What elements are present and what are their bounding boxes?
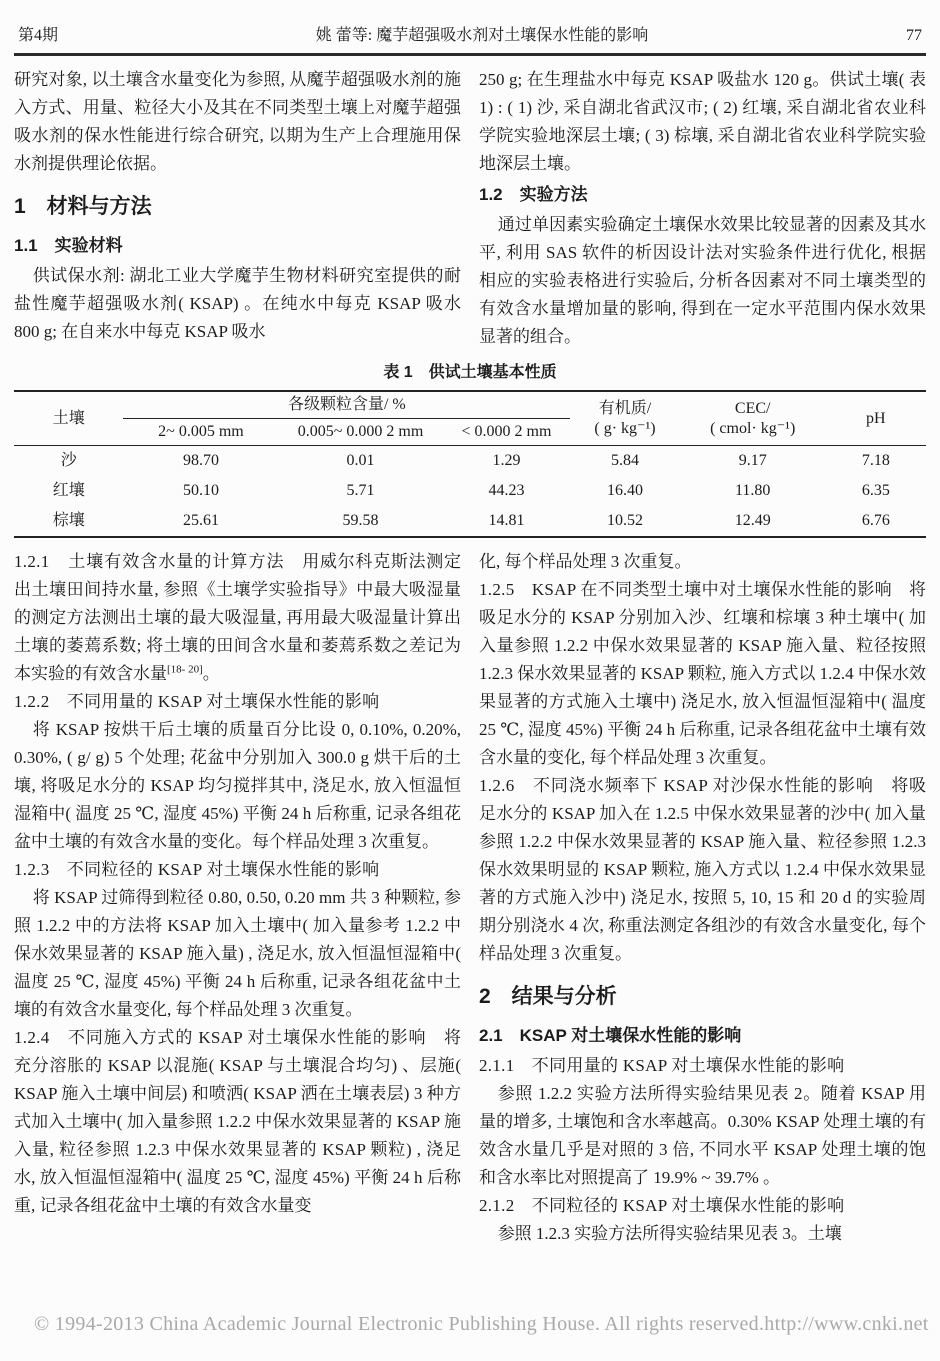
section-2-1-1-heading: 2.1.1 不同用量的 KSAP 对土壤保水性能的影响 — [479, 1056, 845, 1075]
cell-value: 6.76 — [861, 512, 890, 529]
section-2-heading: 2 结果与分析 — [479, 985, 617, 1008]
cell-soil-name: 棕壤 — [52, 512, 85, 529]
column-header-organic-matter — [570, 391, 679, 446]
cell-soil-name: 红壤 — [52, 482, 85, 499]
header-rule — [14, 53, 926, 56]
section-1-2-1-text-end: 。 — [202, 664, 220, 683]
section-1-2-4-heading: 1.2.4 不同施入方式的 KSAP 对土壤保水性能的影响 — [14, 1028, 427, 1047]
cell-value: 10.52 — [607, 512, 644, 529]
table-1-header — [14, 391, 926, 446]
section-1-2-6-heading: 1.2.6 不同浇水频率下 KSAP 对沙保水性能的影响 — [479, 776, 874, 795]
section-1-1-paragraph: 供试保水剂: 湖北工业大学魔芋生物材料研究室提供的耐盐性魔芋超强吸水剂( KSAP) 。在纯水中每克 KSAP 吸水 800 g; 在自来水中每克 KSAP 吸水 — [14, 266, 461, 341]
watermark-text: © 1994-2013 China Academic Journal Electronic Publishing House. All rights reserved. — [34, 1313, 765, 1335]
subcolumn-0005-00002: 0.005~ 0.000 2 mm — [297, 423, 424, 440]
table-header-row-1 — [14, 391, 926, 419]
section-1-2-6-paragraph — [479, 772, 926, 968]
section-1-2-paragraph: 通过单因素实验确定土壤保水效果比较显著的因素及其水平, 利用 SAS 软件的析因设计法对实验条件进行优化, 根据相应的实验表格进行实验后, 分析各因素对不同土壤类型的有效含水量增加量的影响, 得到在一定水平范围内保水效果显著的组合。 — [479, 215, 926, 346]
bottom-columns — [14, 548, 926, 1248]
cell-soil-name: 沙 — [60, 452, 77, 469]
running-header — [14, 0, 926, 53]
top-right-column — [479, 66, 926, 351]
running-title: 姚 蕾等: 魔芋超强吸水剂对土壤保水性能的影响 — [315, 27, 649, 44]
journal-issue: 第4期 — [18, 27, 59, 44]
table-1-body — [14, 446, 926, 538]
cec-label: CEC/ — [734, 399, 771, 417]
column-header-ph: pH — [866, 409, 886, 427]
section-1-2-4-text: 将充分溶胀的 KSAP 以混施( KSAP 与土壤混合均匀) 、层施( KSAP 施入土壤中间层) 和喷洒( KSAP 洒在土壤表层) 3 种方式加入土壤中( 加入量参照 1.2.2 中保水效果显著的 KSAP 施入量, 粒径参照 1.2.3 中保水效果显著的 KSAP 颗粒) , 浇足水, 放入恒温恒湿箱中( 温度 25 ℃, 湿度 45%) 平衡 24 h 后称重, 记录各组花盆中土壤的有效含水量变 — [14, 1028, 462, 1215]
subcolumn-2-0005: 2~ 0.005 mm — [158, 423, 244, 440]
column-group-particle-content: 各级颗粒含量/ % — [123, 391, 570, 419]
watermark-url: http://www.cnki.net — [764, 1313, 929, 1335]
section-1-2-1-paragraph — [14, 548, 461, 688]
cell-value: 59.58 — [342, 512, 379, 529]
section-1-2-1-heading: 1.2.1 土壤有效含水量的计算方法 — [14, 552, 285, 571]
section-1-2-6-text: 将吸足水分的 KSAP 加入在 1.2.5 中保水效果显著的沙中( 加入量参照 1.2.2 中保水效果显著的 KSAP 施入量、粒径参照 1.2.3 保水效果明显的 KSAP 颗粒, 施入方式以 1.2.4 中保水效果显著的方式施入沙中) 浇足水, 按照 5, 10, 15 和 20 d 的实验周期分别浇水 4 次, 称重法测定各组沙的有效含水量变化, 每个样品处理 3 次重复。 — [479, 776, 927, 963]
cell-value: 6.35 — [861, 482, 890, 499]
cec-unit: ( cmol· kg⁻¹) — [710, 419, 796, 437]
cell-value: 14.81 — [488, 512, 525, 529]
table-1-block — [14, 359, 926, 538]
cell-value: 7.18 — [861, 452, 890, 469]
cell-value: 9.17 — [738, 452, 767, 469]
cell-value: 11.80 — [734, 482, 771, 499]
cell-value: 25.61 — [182, 512, 219, 529]
column-header-soil: 土壤 — [52, 409, 85, 427]
top-left-column — [14, 66, 461, 351]
section-1-2-3-paragraph: 将 KSAP 过筛得到粒径 0.80, 0.50, 0.20 mm 共 3 种颗粒, 参照 1.2.2 中的方法将 KSAP 加入土壤中( 加入量参考 1.2.2 中保水效果显著的 KSAP 施入量) , 浇足水, 放入恒温恒湿箱中( 温度 25 ℃, 湿度 45%) 平衡 24 h 后称重, 记录各组花盆中土壤的有效含水量变化, 每个样品处理 3 次重复。 — [14, 888, 461, 1019]
top-columns — [14, 66, 926, 351]
cell-value: 44.23 — [488, 482, 525, 499]
section-1-2-heading: 1.2 实验方法 — [479, 185, 588, 204]
page-number: 77 — [906, 27, 922, 44]
bottom-right-column — [479, 548, 926, 1248]
section-1-2-3-heading: 1.2.3 不同粒径的 KSAP 对土壤保水性能的影响 — [14, 860, 380, 879]
cell-value: 5.71 — [346, 482, 375, 499]
bottom-left-column — [14, 548, 461, 1248]
table-1 — [14, 390, 926, 538]
paragraph-continuation: 化, 每个样品处理 3 次重复。 — [479, 552, 692, 571]
cell-value: 50.10 — [182, 482, 219, 499]
organic-matter-unit: ( g· kg⁻¹) — [594, 419, 656, 437]
section-1-2-5-heading: 1.2.5 KSAP 在不同类型土壤中对土壤保水性能的影响 — [479, 580, 892, 599]
section-2-1-heading: 2.1 KSAP 对土壤保水性能的影响 — [479, 1026, 742, 1045]
cell-value: 16.40 — [607, 482, 644, 499]
section-1-heading: 1 材料与方法 — [14, 195, 152, 218]
cell-value: 1.29 — [492, 452, 521, 469]
section-1-2-2-heading: 1.2.2 不同用量的 KSAP 对土壤保水性能的影响 — [14, 692, 380, 711]
section-2-1-2-paragraph: 参照 1.2.3 实验方法所得实验结果见表 3。土壤 — [497, 1224, 842, 1243]
cell-value: 5.84 — [611, 452, 640, 469]
table-row — [14, 476, 926, 506]
paragraph-continuation: 250 g; 在生理盐水中每克 KSAP 吸盐水 120 g。供试土壤( 表 1) : ( 1) 沙, 采自湖北省武汉市; ( 2) 红壤, 采自湖北省农业科学院实验地深层土壤; ( 3) 棕壤, 采自湖北省农业科学院实验地深层土壤。 — [479, 70, 926, 173]
section-1-2-5-text: 将吸足水分的 KSAP 分别加入沙、红壤和棕壤 3 种土壤中( 加入量参照 1.2.2 中保水效果显著的 KSAP 施入量、粒径按照 1.2.3 保水效果显著的 KSAP 颗粒, 施入方式以 1.2.4 中保水效果显著的方式施入土壤中) 浇足水, 放入恒温恒湿箱中( 温度 25 ℃, 湿度 45%) 平衡 24 h 后称重, 记录各组花盆中土壤有效含水量的变化, 每个样品处理 3 次重复。 — [479, 580, 927, 767]
cnki-watermark — [34, 1313, 929, 1336]
cell-value: 98.70 — [182, 452, 219, 469]
cell-value: 0.01 — [346, 452, 375, 469]
section-2-1-2-heading: 2.1.2 不同粒径的 KSAP 对土壤保水性能的影响 — [479, 1196, 845, 1215]
table-row — [14, 446, 926, 477]
subcolumn-lt-00002: < 0.000 2 mm — [461, 423, 552, 440]
organic-matter-label: 有机质/ — [598, 399, 652, 417]
section-1-2-4-paragraph — [14, 1024, 461, 1220]
paragraph-continuation: 研究对象, 以土壤含水量变化为参照, 从魔芋超强吸水剂的施入方式、用量、粒径大小及其在不同类型土壤上对魔芋超强吸水剂的保水性能进行综合研究, 以期为生产上合理施用保水剂提供理论依据。 — [14, 70, 461, 173]
section-2-1-1-paragraph: 参照 1.2.2 实验方法所得实验结果见表 2。随着 KSAP 用量的增多, 土壤饱和含水率越高。0.30% KSAP 处理土壤的有效含水量几乎是对照的 3 倍, 不同水平 KSAP 处理土壤的饱和含水率比对照提高了 19.9% ~ 39.7% 。 — [479, 1084, 926, 1187]
reference-superscript: [18- 20] — [167, 663, 203, 676]
section-1-2-5-paragraph — [479, 576, 926, 772]
table-1-caption: 表 1 供试土壤基本性质 — [383, 364, 557, 381]
table-row — [14, 506, 926, 537]
section-1-1-heading: 1.1 实验材料 — [14, 236, 123, 255]
section-1-2-2-paragraph: 将 KSAP 按烘干后土壤的质量百分比设 0, 0.10%, 0.20%, 0.30%, ( g/ g) 5 个处理; 花盆中分别加入 300.0 g 烘干后的土壤, 将吸足水分的 KSAP 均匀搅拌其中, 浇足水, 放入恒温恒湿箱中( 温度 25 ℃, 湿度 45%) 平衡 24 h 后称重, 记录各组花盆中土壤的有效含水量的变化。每个样品处理 3 次重复。 — [14, 720, 461, 851]
column-header-cec — [680, 391, 826, 446]
section-1-2-1-text: 用威尔科克斯法测定出土壤田间持水量, 参照《土壤学实验指导》中最大吸湿量的测定方法测出土壤的最大吸湿量, 再用最大吸湿量计算出土壤的萎蔫系数; 将土壤的田间含水量和萎蔫系数之差记为本实验的有效含水量 — [14, 552, 461, 683]
cell-value: 12.49 — [734, 512, 771, 529]
